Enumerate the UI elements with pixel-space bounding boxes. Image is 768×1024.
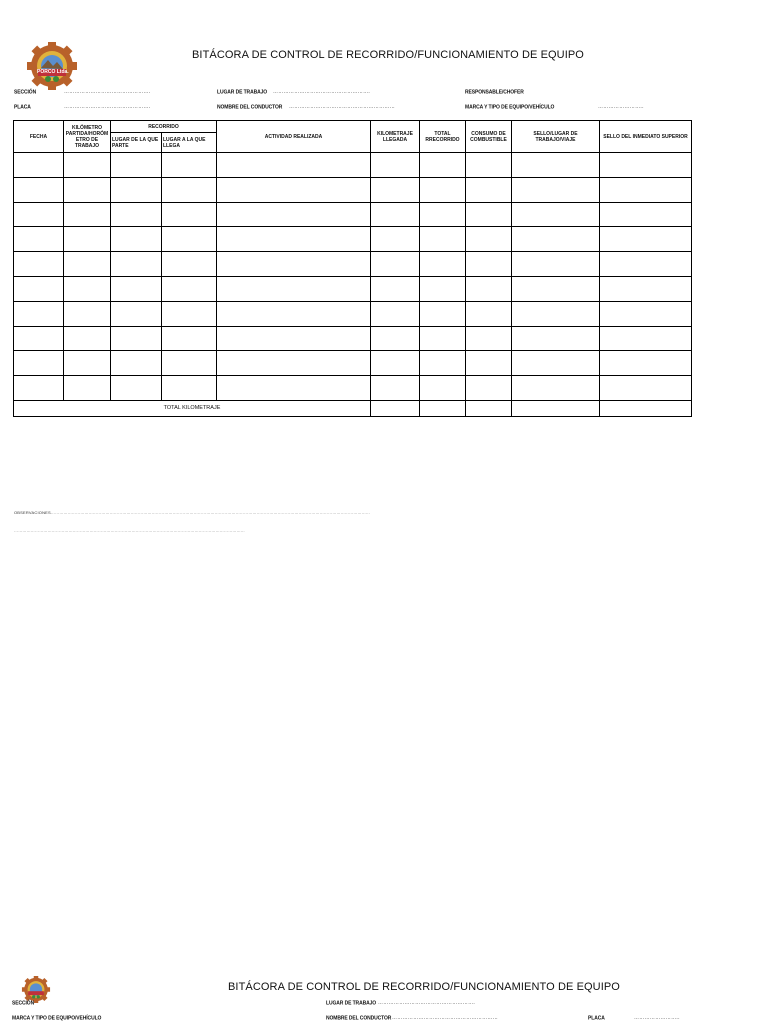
company-logo [24, 42, 80, 90]
table-cell[interactable] [111, 276, 162, 301]
table-cell[interactable] [466, 252, 512, 277]
table-cell[interactable] [14, 276, 64, 301]
table-cell[interactable] [600, 202, 692, 227]
table-cell[interactable] [512, 227, 600, 252]
table-row [14, 177, 692, 202]
table-cell[interactable] [600, 376, 692, 401]
header-lugar-parte: LUGAR DE LA QUE PARTE [111, 133, 162, 153]
table-cell[interactable] [162, 301, 217, 326]
table-cell[interactable] [217, 202, 371, 227]
table-cell[interactable] [217, 326, 371, 351]
total-cell[interactable] [420, 400, 466, 416]
table-cell[interactable] [64, 153, 111, 178]
table-cell[interactable] [466, 202, 512, 227]
table-row [14, 326, 692, 351]
table-cell[interactable] [466, 276, 512, 301]
marca-tipo-label-2: MARCA Y TIPO DE EQUIPO/VEHÍCULO [12, 1015, 102, 1022]
table-cell[interactable] [466, 301, 512, 326]
table-cell[interactable] [600, 276, 692, 301]
table-cell[interactable] [162, 252, 217, 277]
lugar-trabajo-field-2[interactable]: ………………………………………………. [378, 1000, 476, 1006]
table-cell[interactable] [420, 202, 466, 227]
table-cell[interactable] [217, 252, 371, 277]
table-cell[interactable] [111, 326, 162, 351]
table-cell[interactable] [600, 153, 692, 178]
table-row [14, 227, 692, 252]
table-cell[interactable] [512, 351, 600, 376]
table-cell[interactable] [217, 276, 371, 301]
table-cell[interactable] [64, 202, 111, 227]
table-cell[interactable] [14, 252, 64, 277]
table-cell[interactable] [217, 153, 371, 178]
table-cell[interactable] [111, 227, 162, 252]
table-cell[interactable] [466, 177, 512, 202]
table-cell[interactable] [64, 276, 111, 301]
seccion-label: SECCIÓN [14, 89, 37, 96]
table-cell[interactable] [64, 351, 111, 376]
table-cell[interactable] [512, 202, 600, 227]
table-cell[interactable] [111, 202, 162, 227]
table-cell[interactable] [162, 177, 217, 202]
table-cell[interactable] [64, 227, 111, 252]
observaciones-dots-1: ………………………………………………………………………………………………………………………………………………………………………………………………………… [50, 510, 371, 515]
table-cell[interactable] [420, 326, 466, 351]
table-cell[interactable] [466, 351, 512, 376]
table-cell[interactable] [512, 326, 600, 351]
table-cell[interactable] [14, 376, 64, 401]
observaciones-line-1[interactable] [14, 510, 494, 515]
header-km-llegada: KILOMETRAJE LLEGADA [371, 121, 420, 153]
table-row [14, 301, 692, 326]
marca-tipo-field[interactable]: …………………….. [598, 104, 644, 110]
table-cell[interactable] [512, 177, 600, 202]
lugar-trabajo-field[interactable]: ………………………………………………. [273, 89, 371, 95]
seccion-field[interactable]: …………………………………………. [64, 89, 151, 95]
header-lugar-llega: LUGAR A LA QUE LLEGA [162, 133, 217, 153]
conductor-field[interactable]: …………………………………………………… [289, 104, 395, 110]
table-row [14, 276, 692, 301]
table-cell[interactable] [371, 376, 420, 401]
table-cell[interactable] [512, 301, 600, 326]
table-cell[interactable] [371, 153, 420, 178]
table-cell[interactable] [217, 227, 371, 252]
table-cell[interactable] [371, 276, 420, 301]
table-row [14, 202, 692, 227]
table-cell[interactable] [600, 177, 692, 202]
form-title: BITÁCORA DE CONTROL DE RECORRIDO/FUNCIONAMIENTO DE EQUIPO [192, 49, 584, 61]
header-fecha: FECHA [14, 121, 64, 153]
logo-text: PORCO Ltda. [37, 69, 69, 75]
table-cell[interactable] [600, 351, 692, 376]
table-cell[interactable] [420, 376, 466, 401]
table-cell[interactable] [466, 326, 512, 351]
table-cell[interactable] [162, 351, 217, 376]
gear-logo-icon [20, 976, 52, 1003]
table-cell[interactable] [64, 252, 111, 277]
table-cell[interactable] [14, 351, 64, 376]
table-cell[interactable] [371, 252, 420, 277]
table-cell[interactable] [466, 153, 512, 178]
table-cell[interactable] [420, 351, 466, 376]
table-cell[interactable] [371, 301, 420, 326]
table-cell[interactable] [371, 202, 420, 227]
header-sello-lugar: SELLO/LUGAR DE TRABAJO/VIAJE [512, 121, 600, 153]
header-kilometro-partida: KILÓMETRO PARTIDA/HORÓM ETRO DE TRABAJO [64, 121, 111, 153]
table-cell[interactable] [111, 252, 162, 277]
conductor-field-2[interactable]: …………………………………………………… [392, 1015, 498, 1021]
table-cell[interactable] [600, 252, 692, 277]
table-cell[interactable] [14, 301, 64, 326]
table-cell[interactable] [217, 301, 371, 326]
header-total-recorrido: TOTAL RRECORRIDO [420, 121, 466, 153]
table-cell[interactable] [600, 301, 692, 326]
lugar-trabajo-label-2: LUGAR DE TRABAJO [326, 1000, 377, 1007]
table-row [14, 153, 692, 178]
table-cell[interactable] [420, 177, 466, 202]
table-cell[interactable] [512, 252, 600, 277]
conductor-label-2: NOMBRE DEL CONDUCTOR [326, 1015, 392, 1022]
table-cell[interactable] [371, 177, 420, 202]
table-cell[interactable] [14, 326, 64, 351]
total-row [14, 400, 692, 416]
table-cell[interactable] [420, 276, 466, 301]
lugar-trabajo-label: LUGAR DE TRABAJO [217, 89, 268, 96]
placa-field-2[interactable]: …………………….. [634, 1015, 680, 1021]
total-cell[interactable] [600, 400, 692, 416]
form-title-2: BITÁCORA DE CONTROL DE RECORRIDO/FUNCIONAMIENTO DE EQUIPO [228, 981, 620, 993]
table-cell[interactable] [600, 326, 692, 351]
table-cell[interactable] [512, 276, 600, 301]
table-cell[interactable] [466, 227, 512, 252]
table-cell[interactable] [14, 153, 64, 178]
table-cell[interactable] [111, 153, 162, 178]
table-cell[interactable] [371, 351, 420, 376]
table-cell[interactable] [162, 326, 217, 351]
placa-label-2: PLACA [588, 1015, 605, 1022]
table-cell[interactable] [217, 177, 371, 202]
observaciones-line-2[interactable]: ………………………………………………………………………………………………………………………………………………… [14, 528, 245, 533]
table-cell[interactable] [420, 227, 466, 252]
table-cell[interactable] [420, 252, 466, 277]
table-cell[interactable] [512, 153, 600, 178]
table-cell[interactable] [217, 376, 371, 401]
company-logo-2 [20, 976, 52, 1003]
table-cell[interactable] [14, 202, 64, 227]
responsable-label: RESPONSABLE/CHOFER [465, 89, 524, 96]
header-sello-superior: SELLO DEL INMEDIATO SUPERIOR [600, 121, 692, 153]
table-cell[interactable] [600, 227, 692, 252]
marca-tipo-label: MARCA Y TIPO DE EQUIPO/VEHÍCULO [465, 104, 555, 111]
seccion-label-2: SECCIÓN [12, 1000, 35, 1007]
total-kilometraje-label: TOTAL KILOMETRAJE [14, 400, 371, 416]
observaciones-label: OBSERVACIONES [14, 510, 51, 515]
table-cell[interactable] [217, 351, 371, 376]
table-cell[interactable] [64, 301, 111, 326]
table-cell[interactable] [162, 376, 217, 401]
table-cell[interactable] [162, 153, 217, 178]
header-actividad: ACTIVIDAD REALIZADA [217, 121, 371, 153]
table-cell[interactable] [466, 376, 512, 401]
table-cell[interactable] [371, 326, 420, 351]
header-consumo: CONSUMO DE COMBUSTIBLE [466, 121, 512, 153]
table-cell[interactable] [111, 376, 162, 401]
table-cell[interactable] [111, 301, 162, 326]
table-cell[interactable] [162, 202, 217, 227]
table-row [14, 252, 692, 277]
table-cell[interactable] [512, 376, 600, 401]
conductor-label: NOMBRE DEL CONDUCTOR [217, 104, 283, 111]
total-cell[interactable] [512, 400, 600, 416]
total-cell[interactable] [371, 400, 420, 416]
table-cell[interactable] [64, 376, 111, 401]
gear-logo-icon [24, 42, 80, 90]
placa-label: PLACA [14, 104, 31, 111]
table-cell[interactable] [111, 177, 162, 202]
log-table [13, 120, 692, 417]
table-cell[interactable] [371, 227, 420, 252]
table-cell[interactable] [111, 351, 162, 376]
total-cell[interactable] [466, 400, 512, 416]
table-cell[interactable] [64, 177, 111, 202]
table-cell[interactable] [162, 276, 217, 301]
table-cell[interactable] [420, 153, 466, 178]
header-recorrido: RECORRIDO [111, 121, 217, 133]
table-row [14, 351, 692, 376]
table-cell[interactable] [14, 177, 64, 202]
table-cell[interactable] [64, 326, 111, 351]
table-row [14, 376, 692, 401]
placa-field[interactable]: …………………………………………. [64, 104, 151, 110]
table-cell[interactable] [162, 227, 217, 252]
table-cell[interactable] [420, 301, 466, 326]
table-cell[interactable] [14, 227, 64, 252]
